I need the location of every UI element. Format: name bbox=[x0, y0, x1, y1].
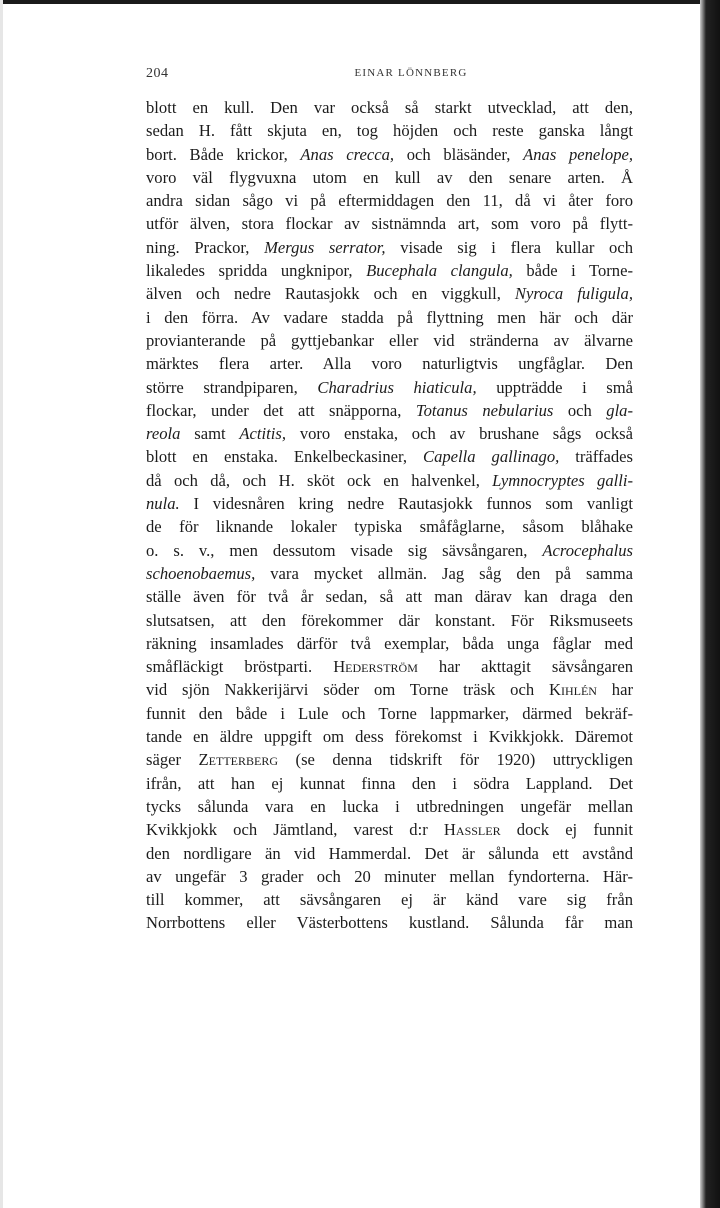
text-line bbox=[146, 632, 633, 655]
text-run: utför älven, stora flockar av sistnämnda art, som voro på flytt- bbox=[146, 214, 633, 234]
species-name: Anas crecca, bbox=[300, 144, 395, 164]
text-line bbox=[146, 492, 633, 515]
text-run: har akttagit sävsångaren bbox=[417, 657, 633, 677]
species-name: Nyroca fuligula, bbox=[514, 284, 633, 304]
species-name: Totanus nebularius bbox=[415, 400, 554, 420]
text-line bbox=[146, 842, 633, 865]
text-run: voro väl flygvuxna utom en kull av den senare arten. Å bbox=[146, 167, 633, 187]
person-name: Hassler bbox=[443, 820, 501, 840]
person-name: Kihlén bbox=[548, 680, 597, 700]
text-run: provianterande på gyttjebankar eller vid stränderna av älvarne bbox=[146, 330, 633, 350]
species-name: Actitis, bbox=[239, 424, 286, 444]
species-name: Charadrius hiaticula, bbox=[317, 377, 477, 397]
text-line bbox=[146, 678, 633, 701]
species-name: gla- bbox=[606, 400, 633, 420]
species-name: Mergus serrator, bbox=[264, 237, 386, 257]
text-run: sedan H. fått skjuta en, tog höjden och reste ganska långt bbox=[146, 121, 633, 141]
text-line bbox=[146, 702, 633, 725]
page-number: 204 bbox=[146, 66, 169, 81]
text-run: funnit den både i Lule och Torne lappmarker, därmed bekräf- bbox=[146, 703, 633, 723]
text-run: då och då, och H. sköt ock en halvenkel, bbox=[146, 470, 493, 490]
species-name: Bucephala clangula, bbox=[366, 261, 513, 281]
text-run: i den förra. Av vadare stadda på flyttning men här och där bbox=[146, 307, 633, 327]
species-name: nula. bbox=[146, 494, 180, 514]
species-name: Lymnocryptes galli- bbox=[492, 470, 633, 490]
species-name: Capella gallinago, bbox=[423, 447, 560, 467]
text-line bbox=[146, 772, 633, 795]
text-run: småfläckigt bröstparti. bbox=[146, 657, 334, 677]
text-line bbox=[146, 888, 633, 911]
text-run: och bbox=[553, 400, 607, 420]
scan-edge-left bbox=[0, 0, 3, 1208]
running-head bbox=[146, 66, 633, 82]
species-name: Anas penelope, bbox=[523, 144, 633, 164]
text-run: ställe även för två år sedan, så att man därav kan draga den bbox=[146, 587, 633, 607]
scan-edge-top bbox=[0, 0, 720, 4]
text-line bbox=[146, 399, 633, 422]
text-line bbox=[146, 445, 633, 468]
text-run: likaledes spridda ungknipor, bbox=[146, 261, 367, 281]
text-run: älven och nedre Rautasjokk och en viggkull, bbox=[146, 284, 515, 304]
text-line bbox=[146, 469, 633, 492]
text-line bbox=[146, 562, 633, 585]
text-run: tycks sålunda vara en lucka i utbredningen ungefär mellan bbox=[146, 796, 633, 816]
text-line bbox=[146, 911, 633, 934]
text-run: och bläsänder, bbox=[394, 144, 524, 164]
text-run: dock ej funnit bbox=[500, 820, 633, 840]
text-run: till kommer, att sävsångaren ej är känd vare sig från bbox=[146, 890, 633, 910]
text-run: vid sjön Nakkerijärvi söder om Torne träsk och bbox=[146, 680, 549, 700]
text-line bbox=[146, 189, 633, 212]
text-line bbox=[146, 236, 633, 259]
text-line bbox=[146, 725, 633, 748]
text-run: av ungefär 3 grader och 20 minuter mellan fyndorterna. Här- bbox=[146, 866, 633, 886]
text-run: bort. Både krickor, bbox=[146, 144, 301, 164]
text-run: märktes flera arter. Alla voro naturligtvis ungfåglar. Den bbox=[146, 354, 633, 374]
text-run: de för liknande lokaler typiska småfåglarne, såsom blåhake bbox=[146, 517, 633, 537]
text-run: ning. Prackor, bbox=[146, 237, 265, 257]
text-run: (se denna tidskrift för 1920) uttryckligen bbox=[278, 750, 633, 770]
text-run: flockar, under det att snäpporna, bbox=[146, 400, 416, 420]
text-run: större strandpiparen, bbox=[146, 377, 318, 397]
text-run: blott en kull. Den var också så starkt utvecklad, att den, bbox=[146, 98, 633, 117]
text-run: räkning insamlades därför två exemplar, båda unga fåglar med bbox=[146, 633, 633, 653]
body-text bbox=[146, 96, 633, 935]
text-run: säger bbox=[146, 750, 199, 770]
text-run: Kvikkjokk och Jämtland, varest d:r bbox=[146, 820, 444, 840]
text-line bbox=[146, 609, 633, 632]
text-line bbox=[146, 96, 633, 119]
person-name: Zetterberg bbox=[198, 750, 279, 770]
text-line bbox=[146, 282, 633, 305]
text-run: träffades bbox=[559, 447, 634, 467]
person-name: Hederström bbox=[333, 657, 418, 677]
text-run: voro enstaka, och av brushane sågs också bbox=[285, 424, 633, 444]
text-run: slutsatsen, att den förekommer där konstant. För Riksmuseets bbox=[146, 610, 633, 630]
text-run: tande en äldre uppgift om dess förekomst i Kvikkjokk. Däremot bbox=[146, 727, 633, 747]
text-run: ifrån, att han ej kunnat finna den i södra Lappland. Det bbox=[146, 773, 633, 793]
text-line bbox=[146, 585, 633, 608]
text-run: I videsnåren kring nedre Rautasjokk funnos som vanligt bbox=[179, 494, 633, 514]
text-line bbox=[146, 352, 633, 375]
text-run: vara mycket allmän. Jag såg den på samma bbox=[255, 563, 633, 583]
text-line bbox=[146, 655, 633, 678]
text-line bbox=[146, 515, 633, 538]
text-run: både i Torne- bbox=[512, 261, 633, 281]
text-run: uppträdde i små bbox=[476, 377, 634, 397]
text-line bbox=[146, 143, 633, 166]
text-run: den nordligare än vid Hammerdal. Det är sålunda ett avstånd bbox=[146, 843, 633, 863]
running-head-author: EINAR LÖNNBERG bbox=[354, 67, 468, 79]
species-name: Acrocephalus bbox=[542, 540, 633, 560]
text-line bbox=[146, 422, 633, 445]
text-run: Norrbottens eller Västerbottens kustland. Sålunda får man bbox=[146, 913, 633, 933]
text-line bbox=[146, 329, 633, 352]
text-line bbox=[146, 865, 633, 888]
text-run: har bbox=[596, 680, 633, 700]
text-run: visade sig i flera kullar och bbox=[385, 237, 633, 257]
species-name: schoenobaemus, bbox=[146, 563, 256, 583]
text-line bbox=[146, 306, 633, 329]
text-line bbox=[146, 166, 633, 189]
scan-edge-right bbox=[700, 0, 720, 1208]
text-line bbox=[146, 539, 633, 562]
text-line bbox=[146, 259, 633, 282]
text-line bbox=[146, 818, 633, 841]
text-run: o. s. v., men dessutom visade sig sävsångaren, bbox=[146, 540, 543, 560]
text-line bbox=[146, 748, 633, 771]
species-name: reola bbox=[146, 424, 181, 444]
text-run: blott en enstaka. Enkelbeckasiner, bbox=[146, 447, 424, 467]
text-line bbox=[146, 119, 633, 142]
text-run: andra sidan sågo vi på eftermiddagen den 11, då vi åter foro bbox=[146, 191, 633, 211]
text-line bbox=[146, 795, 633, 818]
text-line bbox=[146, 376, 633, 399]
text-line bbox=[146, 212, 633, 235]
text-run: samt bbox=[180, 424, 240, 444]
